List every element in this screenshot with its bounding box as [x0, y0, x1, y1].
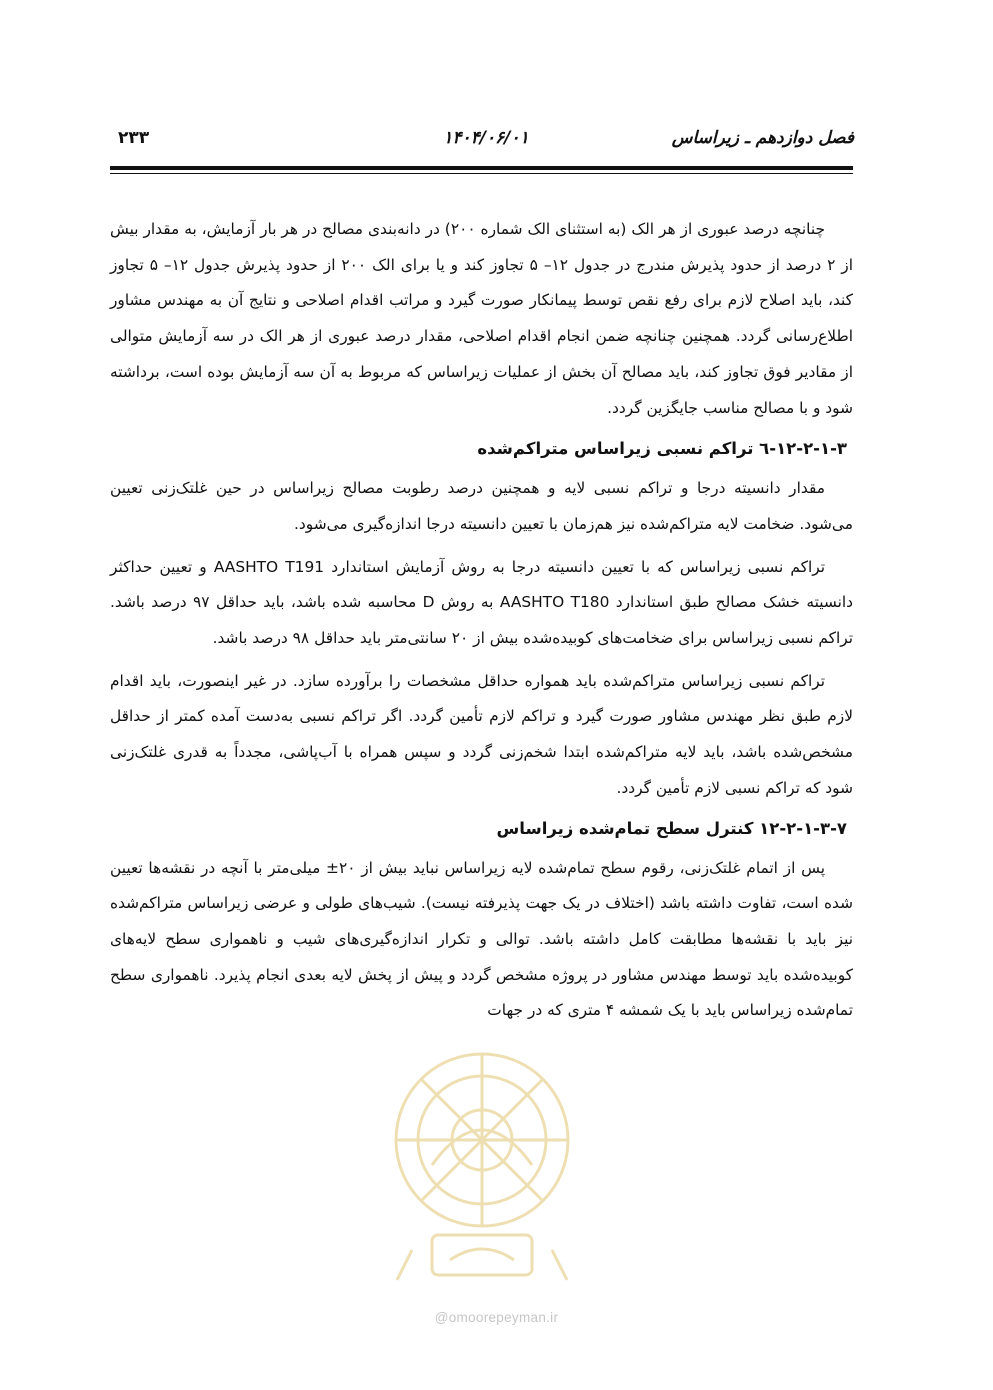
section-heading-relative-compaction: ۱۲-۲-۱-۳-٦ تراکم نسبی زیراساس متراکم‌شده	[477, 439, 847, 459]
page-header	[118, 124, 854, 158]
paragraph-surface-tolerance: پس از اتمام غلتک‌زنی، رقوم سطح تمام‌شده لایه زیراساس نباید بیش از ۲۰± میلی‌متر با آنچه در نقشه‌ها تعیین شده است، تفاوت داشته باشد (اختلاف در یک جهت پذیرفته نیست). شیب‌های طولی و عرضی زیراساس متراکم‌شده نیز باید با نقشه‌ها مطابقت کامل داشته باشد. توالی و تکرار اندازه‌گیری‌های شیب و ناهمواری سطح لایه‌های کوبیده‌شده باید توسط مهندس مشاور در پروژه مشخص گردد و پیش از پخش لایه بعدی انجام پذیرد. ناهمواری سطح تمام‌شده زیراساس باید با یک شمشه ۴ متری که در جهات	[110, 858, 853, 1020]
gear-seal-watermark-icon	[372, 1045, 592, 1290]
section-heading-surface-control: ۱۲-۲-۱-۳-۷ کنترل سطح تمام‌شده زیراساس	[496, 818, 847, 838]
page-number: ۲۳۳	[118, 128, 150, 148]
paragraph-compaction-correction: تراکم نسبی زیراساس متراکم‌شده باید همواره حداقل مشخصات را برآورده سازد. در غیر اینصورت، باید اقدام لازم طبق نظر مهندس مشاور صورت گیرد و تراکم لازم تأمین گردد. اگر تراکم نسبی به‌دست آمده کمتر از حداقل مشخص‌شده باشد، باید لایه متراکم‌شده ابتدا شخم‌زنی گردد و سپس همراه با آب‌پاشی، مجدداً به قدری غلتک‌زنی شود که تراکم نسبی لازم تأمین گردد.	[110, 671, 853, 797]
chapter-title: فصل دوازدهم ـ زیراساس	[671, 128, 854, 148]
document-body	[110, 212, 853, 1029]
watermark-site-text: @omoorepeyman.ir	[434, 1310, 559, 1325]
paragraph-field-density: مقدار دانسیته درجا و تراکم نسبی لایه و همچنین درصد رطوبت مصالح زیراساس در حین غلتک‌زنی تعیین می‌شود. ضخامت لایه متراکم‌شده نیز هم‌زمان با تعیین دانسیته درجا اندازه‌گیری می‌شود.	[110, 479, 853, 533]
header-rule-thick	[110, 166, 853, 170]
document-date: ۱۴۰۴/۰۶/۰۱	[443, 128, 529, 148]
header-rule-thin	[110, 173, 853, 174]
paragraph-compaction-requirement: تراکم نسبی زیراساس که با تعیین دانسیته درجا به روش آزمایش استاندارد AASHTO T191 و تعیین حداکثر دانسیته خشک مصالح طبق استاندارد AASHTO T180 به روش D محاسبه شده باشد، باید حداقل ۹۷ درصد باشد. تراکم نسبی زیراساس برای ضخامت‌های کوبیده‌شده بیش از ۲۰ سانتی‌متر باید حداقل ۹۸ درصد باشد.	[110, 557, 854, 648]
paragraph-gradation-correction: چنانچه درصد عبوری از هر الک (به استثنای الک شماره ۲۰۰) در دانه‌بندی مصالح در هر بار آزمایش، به مقدار بیش از ۲ درصد از حدود پذیرش مندرج در جدول ۱۲– ۵ تجاوز کند و یا برای الک ۲۰۰ از حدود پذیرش جدول ۱۲– ۵ تجاوز کند، باید اصلاح لازم برای رفع نقص توسط پیمانکار صورت گیرد و مراتب اقدام اصلاحی و نتایج آن به مهندس مشاور اطلاع‌رسانی گردد. همچنین چنانچه ضمن انجام اقدام اصلاحی، مقدار درصد عبوری از هر الک در سه آزمایش متوالی از مقادیر فوق تجاوز کند، باید مصالح آن بخش از عملیات زیراساس که مربوط به آن سه آزمایش بوده است، برداشته شود و با مصالح مناسب جایگزین گردد.	[110, 220, 853, 417]
